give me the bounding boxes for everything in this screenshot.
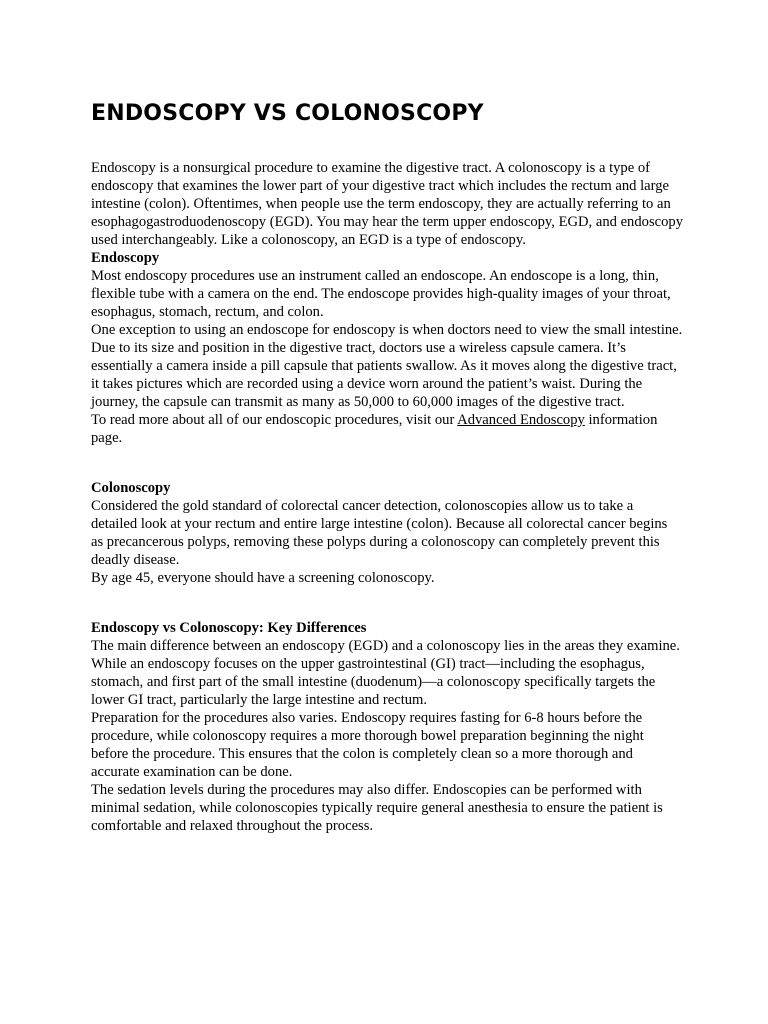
section-spacer: [91, 587, 683, 619]
advanced-endoscopy-link[interactable]: Advanced Endoscopy: [457, 412, 585, 428]
differences-paragraph-3: The sedation levels during the procedures may also differ. Endoscopies can be performed with minimal sedation, while colonoscopies typically require general anesthesia to ensure the patient is comfortable and relaxed throughout the process.: [91, 782, 663, 834]
intro-paragraph: Endoscopy is a nonsurgical procedure to examine the digestive tract. A colonoscopy is a type of endoscopy that examines the lower part of your digestive tract which includes the rectum and large intestine (colon). Oftentimes, when people use the term endoscopy, they are actually referring to an esophagogastroduodenoscopy (EGD). You may hear the term upper endoscopy, EGD, and endoscopy used interchangeably. Like a colonoscopy, an EGD is a type of endoscopy.: [91, 160, 683, 248]
differences-paragraph-2: Preparation for the procedures also varies. Endoscopy requires fasting for 6-8 hours before the procedure, while colonoscopy requires a more thorough bowel preparation beginning the night before the procedure. This ensures that the colon is completely clean so a more thorough and accurate examination can be done.: [91, 710, 644, 780]
colonoscopy-paragraph-2: By age 45, everyone should have a screening colonoscopy.: [91, 570, 435, 586]
endoscopy-paragraph-3: [91, 411, 683, 447]
document-body: [91, 159, 683, 835]
endoscopy-heading: Endoscopy: [91, 250, 160, 266]
endoscopy-p3-text-before: To read more about all of our endoscopic procedures, visit our: [91, 412, 458, 428]
endoscopy-paragraph-2: One exception to using an endoscope for endoscopy is when doctors need to view the small intestine. Due to its size and position in the digestive tract, doctors use a wireless capsule camera. It’s essentially a camera inside a pill capsule that patients swallow. As it moves along the digestive tract, it takes pictures which are recorded using a device worn around the patient’s waist. During the journey, the capsule can transmit as many as 50,000 to 60,000 images of the digestive tract.: [91, 322, 683, 410]
section-spacer: [91, 447, 683, 479]
endoscopy-paragraph-1: Most endoscopy procedures use an instrument called an endoscope. An endoscope is a long, thin, flexible tube with a camera on the end. The endoscope provides high-quality images of your throat, esophagus, stomach, rectum, and colon.: [91, 268, 671, 320]
endoscopy-p3-text-after: information page.: [91, 412, 658, 446]
colonoscopy-heading: Colonoscopy: [91, 480, 171, 496]
colonoscopy-paragraph-1: Considered the gold standard of colorectal cancer detection, colonoscopies allow us to take a detailed look at your rectum and entire large intestine (colon). Because all colorectal cancer begins as precancerous polyps, removing these polyps during a colonoscopy can completely prevent this deadly disease.: [91, 498, 668, 568]
differences-paragraph-1: The main difference between an endoscopy (EGD) and a colonoscopy lies in the areas they examine. While an endoscopy focuses on the upper gastrointestinal (GI) tract—including the esophagus, stomach, and first part of the small intestine (duodenum)—a colonoscopy specifically targets the lower GI tract, particularly the large intestine and rectum.: [91, 638, 680, 708]
differences-heading: Endoscopy vs Colonoscopy: Key Differences: [91, 620, 367, 636]
page-title: ENDOSCOPY VS COLONOSCOPY: [91, 101, 484, 126]
